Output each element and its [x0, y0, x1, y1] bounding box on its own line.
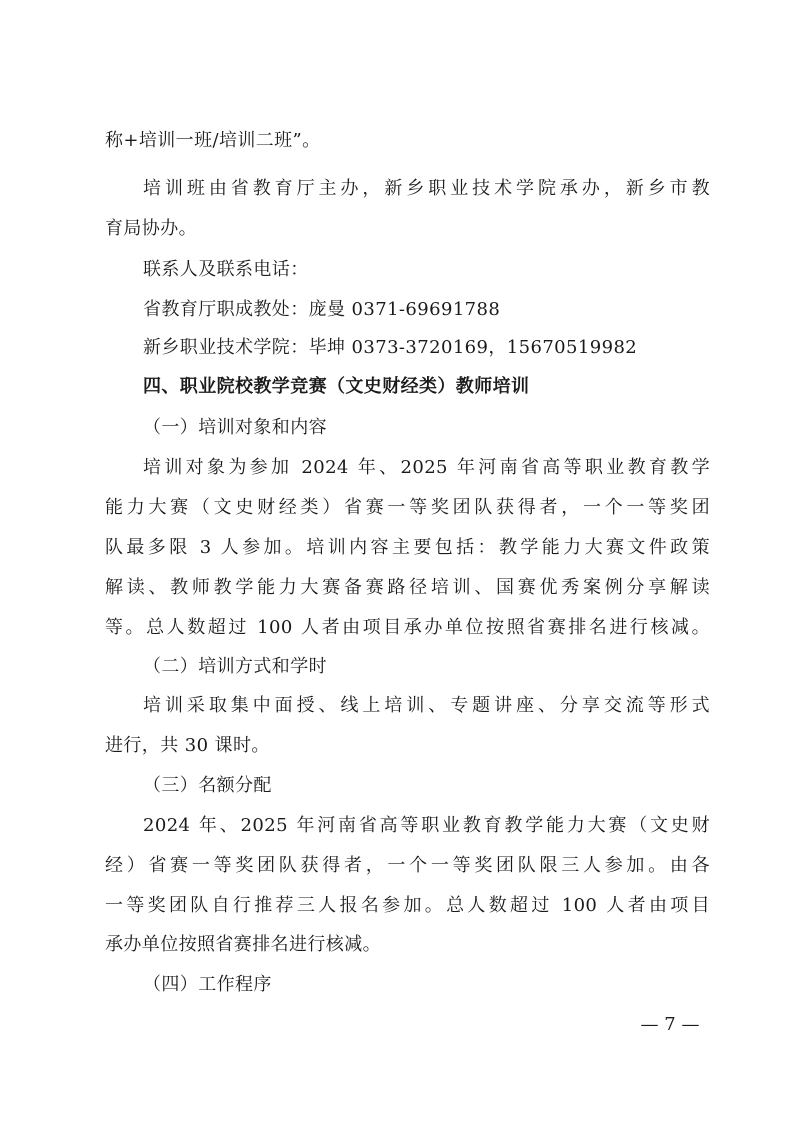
paragraph-line: 等。总人数超过 100 人者由项目承办单位按照省赛排名进行核减。 — [105, 617, 710, 638]
subsection-heading: （一）培训对象和内容 — [143, 417, 327, 438]
contacts-label: 联系人及联系电话： — [143, 259, 309, 280]
paragraph-line: 进行，共 30 课时。 — [105, 735, 270, 756]
paragraph-line: 队最多限 3 人参加。培训内容主要包括：教学能力大赛文件政策 — [105, 537, 710, 558]
contact-line: 新乡职业技术学院：毕坤 0373-3720169，15670519982 — [143, 337, 638, 358]
paragraph-line: 培训采取集中面授、线上培训、专题讲座、分享交流等形式 — [143, 695, 710, 716]
paragraph-line: 能力大赛（文史财经类）省赛一等奖团队获得者，一个一等奖团 — [105, 497, 710, 518]
subsection-heading: （二）培训方式和学时 — [143, 656, 327, 677]
paragraph-line: 经）省赛一等奖团队获得者，一个一等奖团队限三人参加。由各 — [105, 855, 710, 876]
paragraph-line: 承办单位按照省赛排名进行核减。 — [105, 934, 381, 955]
paragraph-line: 培训对象为参加 2024 年、2025 年河南省高等职业教育教学 — [143, 457, 710, 478]
paragraph-line: 一等奖团队自行推荐三人报名参加。总人数超过 100 人者由项目 — [105, 895, 710, 916]
paragraph-line: 解读、教师教学能力大赛备赛路径培训、国赛优秀案例分享解读 — [105, 577, 710, 598]
paragraph-line: 2024 年、2025 年河南省高等职业教育教学能力大赛（文史财 — [143, 815, 710, 836]
section-heading: 四、职业院校教学竞赛（文史财经类）教师培训 — [143, 376, 530, 397]
subsection-heading: （三）名额分配 — [143, 775, 272, 796]
page-number: — 7 — — [640, 1014, 700, 1035]
subsection-heading: （四）工作程序 — [143, 974, 272, 995]
paragraph-line: 培训班由省教育厅主办，新乡职业技术学院承办，新乡市教 — [143, 178, 710, 199]
paragraph-line: 称+培训一班/培训二班”。 — [105, 130, 321, 151]
contact-line: 省教育厅职成教处：庞曼 0371-69691788 — [143, 299, 501, 320]
paragraph-line: 育局协办。 — [105, 218, 197, 239]
